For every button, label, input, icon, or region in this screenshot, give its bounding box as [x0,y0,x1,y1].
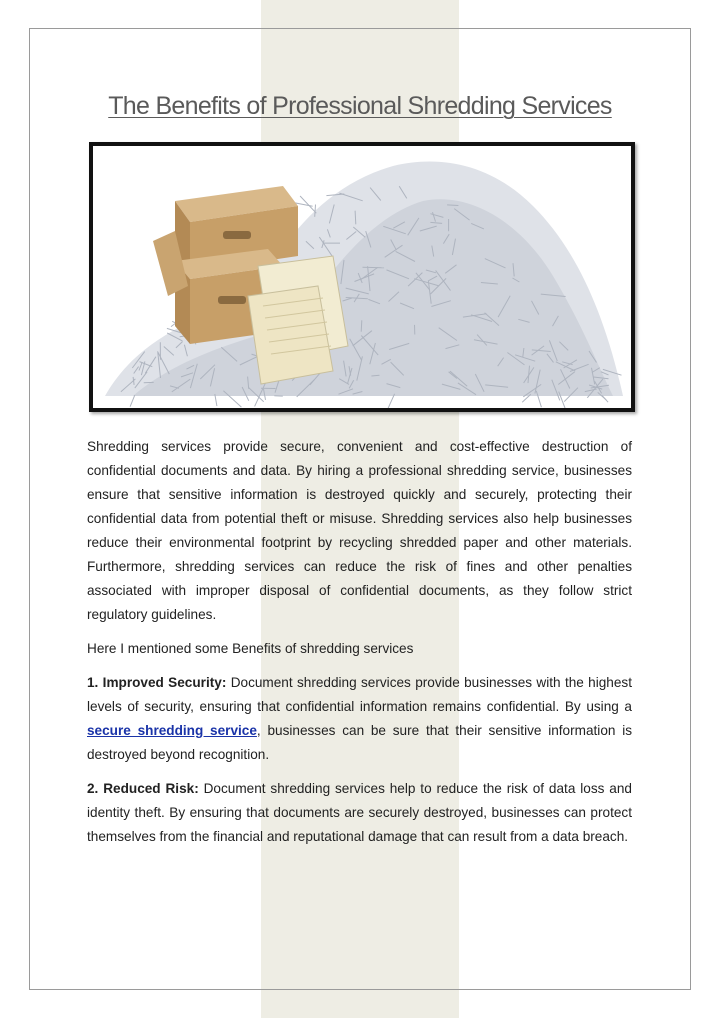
benefit-text: , businesses can be sure that their sensitive information is destroyed beyond recognition. [87,723,633,762]
lead-in-paragraph: Here I mentioned some Benefits of shredding services [87,641,414,656]
shredded-paper-boxes-image [93,146,631,408]
benefit-heading: 1. Improved Security: [87,675,227,690]
benefit-text: Document shredding services help to reduce the risk of data loss and identity theft. By ensuring that documents are securely destroyed, businesses can protect themselves from the financial and reputational damage that can result from a data breach. [87,781,632,844]
hero-image-frame [89,142,635,412]
article-body [87,435,632,859]
benefit-text: Document shredding services provide businesses with the highest levels of security, ensuring that confidential information remains confidential. By using a [87,675,632,714]
benefit-reduced-risk [87,777,632,849]
benefit-heading: 2. Reduced Risk: [87,781,199,796]
benefit-improved-security [87,671,632,767]
intro-paragraph: Shredding services provide secure, convenient and cost-effective destruction of confidential documents and data. By hiring a professional shredding service, businesses ensure that sensitive information is destroyed quickly and securely, protecting their confidential data from potential theft or misuse. Shredding services also help businesses reduce their environmental footprint by recycling shredded paper and other materials. Furthermore, shredding services can reduce the risk of fines and other penalties associated with improper disposal of confidential documents, as they follow strict regulatory guidelines. [87,439,632,622]
page-title: The Benefits of Professional Shredding Services [108,92,612,120]
secure-shredding-service-link[interactable]: secure shredding service [87,723,257,738]
